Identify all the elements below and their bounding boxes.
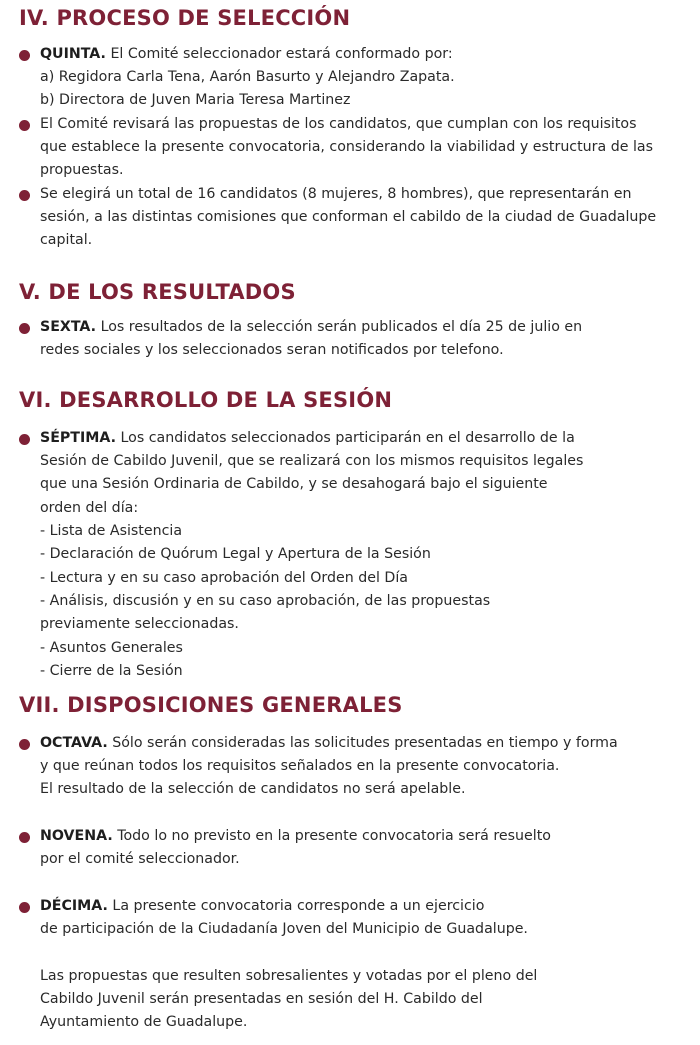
closing-line-2: Cabildo Juvenil serán presentadas en sesión del H. Cabildo del bbox=[40, 991, 483, 1007]
decima-line-2: de participación de la Ciudadanía Joven del Municipio de Guadalupe. bbox=[40, 921, 528, 937]
bullet-elegira bbox=[19, 190, 30, 201]
section-title-vi: VI. DESARROLLO DE LA SESIÓN bbox=[19, 388, 393, 412]
agenda-item-3: - Lectura y en su caso aprobación del Orden del Día bbox=[40, 570, 408, 586]
section-title-iv: IV. PROCESO DE SELECCIÓN bbox=[19, 6, 351, 30]
section-title-vii: VII. DISPOSICIONES GENERALES bbox=[19, 693, 403, 717]
agenda-item-4-cont: previamente seleccionadas. bbox=[40, 616, 239, 632]
septima-line-1: SÉPTIMA. Los candidatos seleccionados participarán en el desarrollo de la bbox=[40, 430, 575, 446]
quinta-line-1: QUINTA. El Comité seleccionador estará conformado por: bbox=[40, 46, 453, 62]
elegira-line-2: sesión, a las distintas comisiones que conforman el cabildo de la ciudad de Guadalupe bbox=[40, 209, 657, 225]
elegira-line-3: capital. bbox=[40, 232, 93, 248]
bullet-comite bbox=[19, 120, 30, 131]
septima-line-3: que una Sesión Ordinaria de Cabildo, y se desahogará bajo el siguiente bbox=[40, 476, 548, 492]
bullet-novena bbox=[19, 832, 30, 843]
sexta-line-1: SEXTA. Los resultados de la selección serán publicados el día 25 de julio en bbox=[40, 319, 583, 335]
quinta-line-3: b) Directora de Juven Maria Teresa Martinez bbox=[40, 92, 351, 108]
bullet-quinta bbox=[19, 50, 30, 61]
closing-line-1: Las propuestas que resulten sobresalientes y votadas por el pleno del bbox=[40, 968, 538, 984]
bullet-sexta bbox=[19, 323, 30, 334]
bullet-septima bbox=[19, 434, 30, 445]
agenda-item-4: - Análisis, discusión y en su caso aprobación, de las propuestas bbox=[40, 593, 491, 609]
octava-line-3: El resultado de la selección de candidatos no será apelable. bbox=[40, 781, 466, 797]
closing-line-3: Ayuntamiento de Guadalupe. bbox=[40, 1014, 248, 1030]
section-title-v: V. DE LOS RESULTADOS bbox=[19, 280, 296, 304]
septima-line-2: Sesión de Cabildo Juvenil, que se realizará con los mismos requisitos legales bbox=[40, 453, 584, 469]
agenda-item-6: - Cierre de la Sesión bbox=[40, 663, 183, 679]
septima-line-4: orden del día: bbox=[40, 500, 139, 516]
octava-line-2: y que reúnan todos los requisitos señalados en la presente convocatoria. bbox=[40, 758, 560, 774]
agenda-item-1: - Lista de Asistencia bbox=[40, 523, 183, 539]
agenda-item-2: - Declaración de Quórum Legal y Apertura de la Sesión bbox=[40, 546, 431, 562]
comite-line-3: propuestas. bbox=[40, 162, 124, 178]
novena-label: NOVENA. bbox=[40, 828, 113, 844]
sexta-line-2: redes sociales y los seleccionados seran notificados por telefono. bbox=[40, 342, 504, 358]
sexta-label: SEXTA. bbox=[40, 319, 97, 335]
octava-label: OCTAVA. bbox=[40, 735, 108, 751]
novena-line-2: por el comité seleccionador. bbox=[40, 851, 240, 867]
decima-line-1: DÉCIMA. La presente convocatoria corresponde a un ejercicio bbox=[40, 898, 485, 914]
bullet-decima bbox=[19, 902, 30, 913]
agenda-item-5: - Asuntos Generales bbox=[40, 640, 183, 656]
bullet-octava bbox=[19, 739, 30, 750]
elegira-line-1: Se elegirá un total de 16 candidatos (8 mujeres, 8 hombres), que representarán en bbox=[40, 186, 632, 202]
decima-label: DÉCIMA. bbox=[40, 898, 108, 914]
quinta-label: QUINTA. bbox=[40, 46, 106, 62]
octava-line-1: OCTAVA. Sólo serán consideradas las solicitudes presentadas en tiempo y forma bbox=[40, 735, 618, 751]
comite-line-1: El Comité revisará las propuestas de los candidatos, que cumplan con los requisitos bbox=[40, 116, 637, 132]
quinta-line-2: a) Regidora Carla Tena, Aarón Basurto y Alejandro Zapata. bbox=[40, 69, 455, 85]
comite-line-2: que establece la presente convocatoria, considerando la viabilidad y estructura de las bbox=[40, 139, 653, 155]
septima-label: SÉPTIMA. bbox=[40, 430, 117, 446]
novena-line-1: NOVENA. Todo lo no previsto en la presente convocatoria será resuelto bbox=[40, 828, 551, 844]
